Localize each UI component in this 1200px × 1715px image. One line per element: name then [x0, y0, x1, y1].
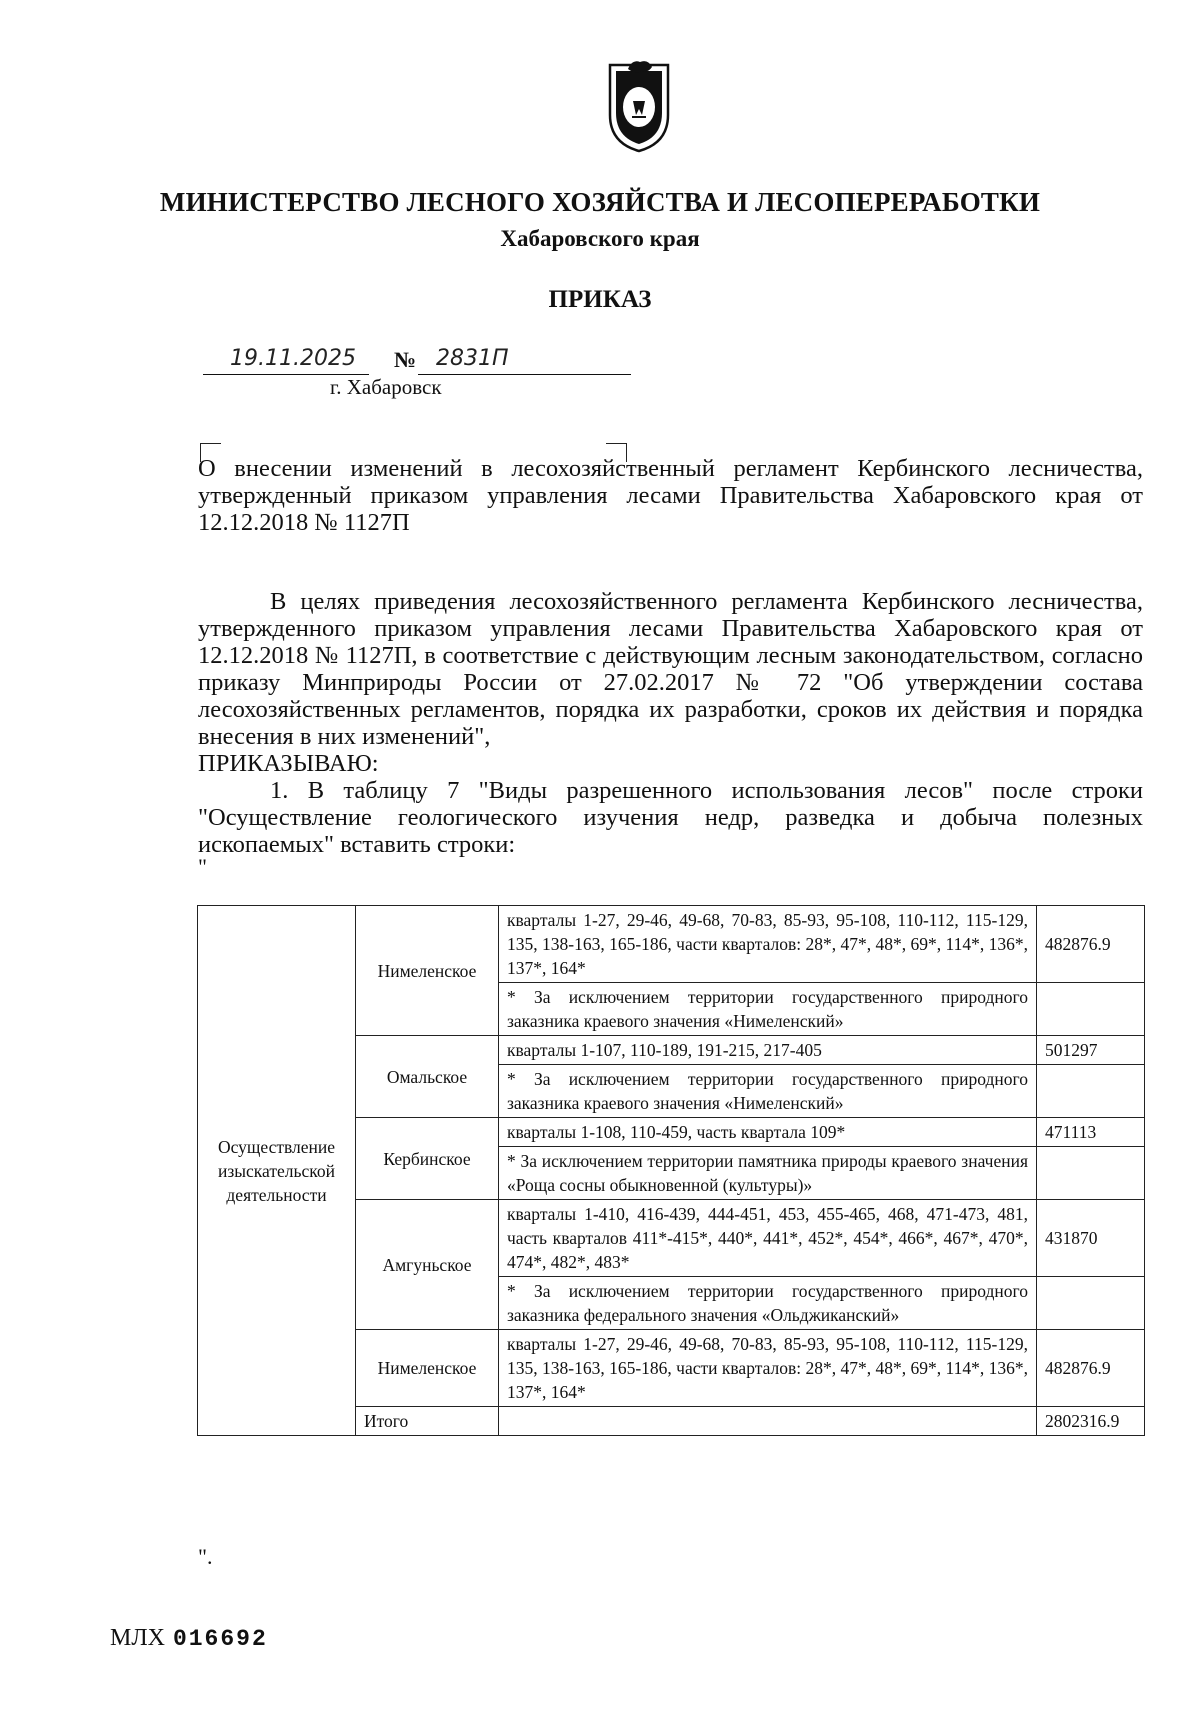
ministry-name: МИНИСТЕРСТВО ЛЕСНОГО ХОЗЯЙСТВА И ЛЕСОПЕРЕРАБОТКИ [159, 187, 1041, 217]
area-cell: 482876.9 [1037, 1330, 1145, 1407]
quarters-cell: кварталы 1-108, 110-459, часть квартала 109* [499, 1118, 1037, 1147]
empty-cell [499, 1407, 1037, 1436]
forestry-cell: Кербинское [356, 1118, 499, 1200]
total-value-cell: 2802316.9 [1037, 1407, 1145, 1436]
quarters-cell: кварталы 1-410, 416-439, 444-451, 453, 455-465, 468, 471-473, 481, часть кварталов 411*-415*, 440*, 441*, 452*, 454*, 466*, 467*, 470*, 474*, 482*, 483* [499, 1200, 1037, 1277]
city-name: г. Хабаровск [330, 375, 442, 399]
number-label: № [394, 347, 417, 372]
note-cell: * За исключением территории памятника природы краевого значения «Роща сосны обыкновенной (культуры)» [499, 1147, 1037, 1200]
opening-quote: " [198, 854, 207, 879]
order-date: 19.11.2025 [230, 346, 356, 371]
total-label-cell: Итого [356, 1407, 499, 1436]
document-title [198, 455, 1143, 536]
empty-area-cell [1037, 1277, 1145, 1330]
forestry-cell: Амгуньское [356, 1200, 499, 1330]
order-number: 2831П [436, 346, 509, 371]
activity-cell: Осуществление изыскательской деятельности [198, 906, 356, 1436]
preamble-text: В целях приведения лесохозяйственного регламента Кербинского лесничества, утвержденного приказом управления лесами Правительства Хабаровского края от 12.12.2018 № 1127П, в соответствие с действующим лесным законодательством, согласно приказу Минприроды России от 27.02.2017 № 72 "Об утверждении состава лесохозяйственных регламентов, порядка их разработки, сроков их действия и порядка внесения в них изменений", [198, 588, 1143, 750]
region-name: Хабаровского края [500, 226, 700, 251]
note-cell: * За исключением территории государственного природного заказника краевого значения «Нимеленский» [499, 983, 1037, 1036]
area-cell: 431870 [1037, 1200, 1145, 1277]
empty-area-cell [1037, 983, 1145, 1036]
coat-of-arms-emblem [602, 55, 676, 155]
area-cell: 471113 [1037, 1118, 1145, 1147]
area-cell: 501297 [1037, 1036, 1145, 1065]
number-underline [418, 374, 631, 375]
form-serial [110, 1625, 268, 1652]
note-cell: * За исключением территории государственного природного заказника федерального значения «Ольджиканский» [499, 1277, 1037, 1330]
quarters-cell: кварталы 1-27, 29-46, 49-68, 70-83, 85-93, 95-108, 110-112, 115-129, 135, 138-163, 165-186, части кварталов: 28*, 47*, 48*, 69*, 114*, 136*, 137*, 164* [499, 1330, 1037, 1407]
form-series: МЛХ [110, 1625, 165, 1651]
note-cell: * За исключением территории государственного природного заказника краевого значения «Нимеленский» [499, 1065, 1037, 1118]
regulation-table [197, 905, 1145, 1436]
forestry-cell: Омальское [356, 1036, 499, 1118]
document-type: ПРИКАЗ [548, 286, 652, 313]
table-row [198, 906, 1145, 983]
forestry-cell: Нимеленское [356, 1330, 499, 1407]
empty-area-cell [1037, 1065, 1145, 1118]
closing-quote: ". [198, 1544, 213, 1569]
order-word: ПРИКАЗЫВАЮ: [198, 750, 379, 777]
quarters-cell: кварталы 1-107, 110-189, 191-215, 217-405 [499, 1036, 1037, 1065]
title-text: О внесении изменений в лесохозяйственный регламент Кербинского лесничества, утвержденный приказом управления лесами Правительства Хабаровского края от 12.12.2018 № 1127П [198, 455, 1143, 536]
forestry-cell: Нимеленское [356, 906, 499, 1036]
document-body [198, 588, 1143, 879]
empty-area-cell [1037, 1147, 1145, 1200]
quarters-cell: кварталы 1-27, 29-46, 49-68, 70-83, 85-93, 95-108, 110-112, 115-129, 135, 138-163, 165-186, части кварталов: 28*, 47*, 48*, 69*, 114*, 136*, 137*, 164* [499, 906, 1037, 983]
item-1-text: 1. В таблицу 7 "Виды разрешенного использования лесов" после строки "Осуществление геологического изучения недр, разведка и добыча полезных ископаемых" вставить строки: [198, 777, 1143, 858]
form-code: 016692 [172, 1626, 268, 1652]
area-cell: 482876.9 [1037, 906, 1145, 983]
